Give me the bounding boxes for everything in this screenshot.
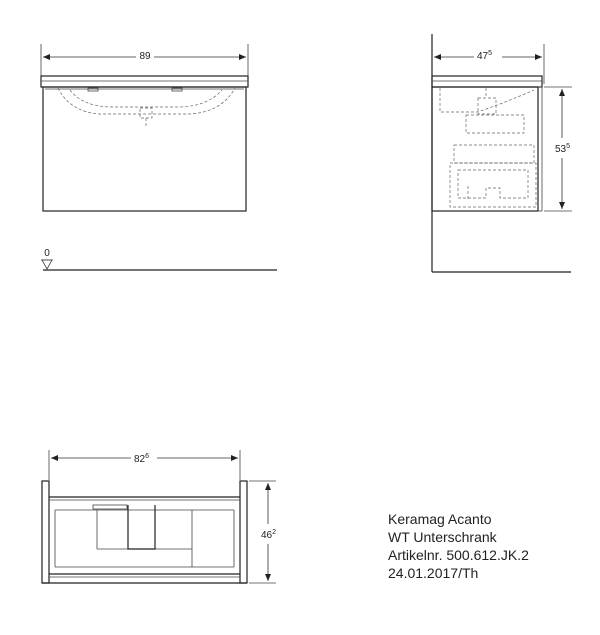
side-depth-label: $47^5$ — [477, 50, 493, 62]
bottom-view — [42, 449, 247, 583]
right-side-panel — [240, 481, 247, 583]
bottom-height-label: $46^2$ — [261, 529, 277, 541]
front-view — [41, 44, 248, 211]
title-block — [388, 510, 529, 582]
side-view — [432, 34, 575, 272]
level-triangle-icon — [42, 260, 52, 269]
bottom-width-label: $82^6$ — [134, 453, 150, 465]
basin-bowl-hidden — [58, 88, 235, 114]
washbasin-side — [432, 76, 542, 87]
floor-level-label: 0 — [44, 248, 50, 259]
siphon-cutout — [128, 505, 155, 549]
floor-level-marker — [41, 248, 277, 270]
product-name: Keramag Acanto — [388, 511, 492, 527]
cabinet-front — [43, 87, 246, 211]
product-type: WT Unterschrank — [388, 529, 497, 545]
front-width-label: 89 — [139, 51, 151, 62]
side-height-label: $53^5$ — [555, 143, 571, 155]
article-number: Artikelnr. 500.612.JK.2 — [388, 547, 529, 563]
bottom-height-dimension — [249, 481, 282, 583]
washbasin-top — [41, 76, 248, 87]
drawing-date: 24.01.2017/Th — [388, 565, 479, 581]
left-side-panel — [42, 481, 49, 583]
cabinet-side — [432, 87, 538, 211]
